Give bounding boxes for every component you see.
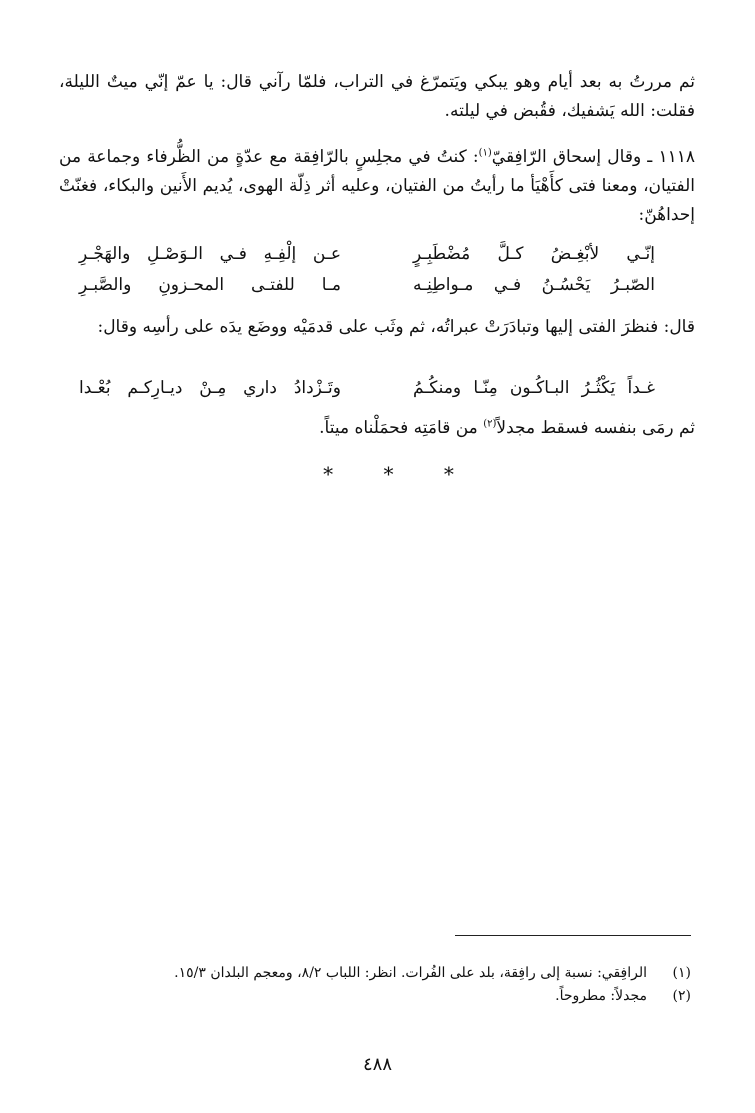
verse-1-first-hemistich: إنّـي لأبْغِـضُ كـلَّ مُضْطَبِـرٍ — [413, 244, 655, 264]
verse-3-first-hemistich: غـداً يَكْثُـرُ البـاكُـون مِنّـا ومنكُـمُ — [413, 378, 655, 398]
footnote-ref-2: (٢) — [483, 418, 497, 430]
paragraph-4-rest: من قامَتِه فحمَلْناه ميتاً. — [319, 418, 484, 438]
paragraph-4-start: ثم رمَى بنفسه فسقط مجدلاً — [496, 418, 695, 438]
paragraph-1118-rest: : كنتُ في مجلِسٍ بالرّافِقة مع عدّةٍ من الظُّرفاء وجماعة من الفتيان، ومعنا فتى كأَهْيَأ ما رأيتُ من الفتيان، وعليه أثر ذِلّة الهوى، يُديم الأَنين والبكاء، فغنّتْ إحداهُنّ: — [59, 147, 695, 225]
section-separator: * * * — [323, 462, 476, 486]
verse-2-first-hemistich: الصّبـرُ يَحْسُـنُ فـي مـواطِنِـه — [413, 275, 655, 295]
verse-1-second-hemistich: عـن إلْفِـهِ فـي الـوَصْـلِ والهَجْـرِ — [79, 244, 341, 264]
verse-line-3 — [59, 378, 695, 406]
paragraph-1118-start: ١١١٨ ـ وقال إسحاق الرّافِقيّ — [491, 147, 695, 167]
footnote-ref-1: (١) — [478, 147, 492, 159]
paragraph-1: ثم مررتُ به بعد أيام وهو يبكي ويَتمرّغ في التراب، فلمّا رآني قال: يا عمّ إنّي ميتٌ الليلة، فقلت: الله يَشفيك، فقُبض في ليلته. — [59, 72, 695, 121]
paragraph-4 — [59, 414, 695, 443]
paragraph-1118 — [59, 143, 695, 230]
footnote-1-text: الرافِقي: نسبة إلى رافِقة، بلد على الفُرات. انظر: اللباب ٨/٢، ومعجم البلدان ١٥/٣. — [174, 965, 647, 981]
footnote-1 — [59, 962, 691, 984]
footnote-1-number: (١) — [672, 965, 691, 981]
paragraph-3: قال: فنظرَ الفتى إليها وتبادَرَتْ عبراتُه، ثم وثَب على قدمَيْه ووضَع يدَه على رأسِه وقال: — [97, 317, 695, 337]
page-number: ٤٨٨ — [362, 1054, 392, 1075]
verse-line-2 — [59, 275, 695, 303]
verse-2-second-hemistich: مـا للفتـى المحـزونِ والصَّبـرِ — [79, 275, 341, 295]
footnote-divider — [455, 935, 691, 936]
verse-line-1 — [59, 244, 695, 272]
footnote-2-number: (٢) — [672, 988, 691, 1004]
footnote-2-text: مجدلاً: مطروحاً. — [555, 988, 647, 1004]
footnote-2 — [59, 985, 691, 1007]
verse-3-second-hemistich: وتَـزْدادُ داري مِـنْ ديـارِكـم بُعْـدا — [79, 378, 341, 398]
